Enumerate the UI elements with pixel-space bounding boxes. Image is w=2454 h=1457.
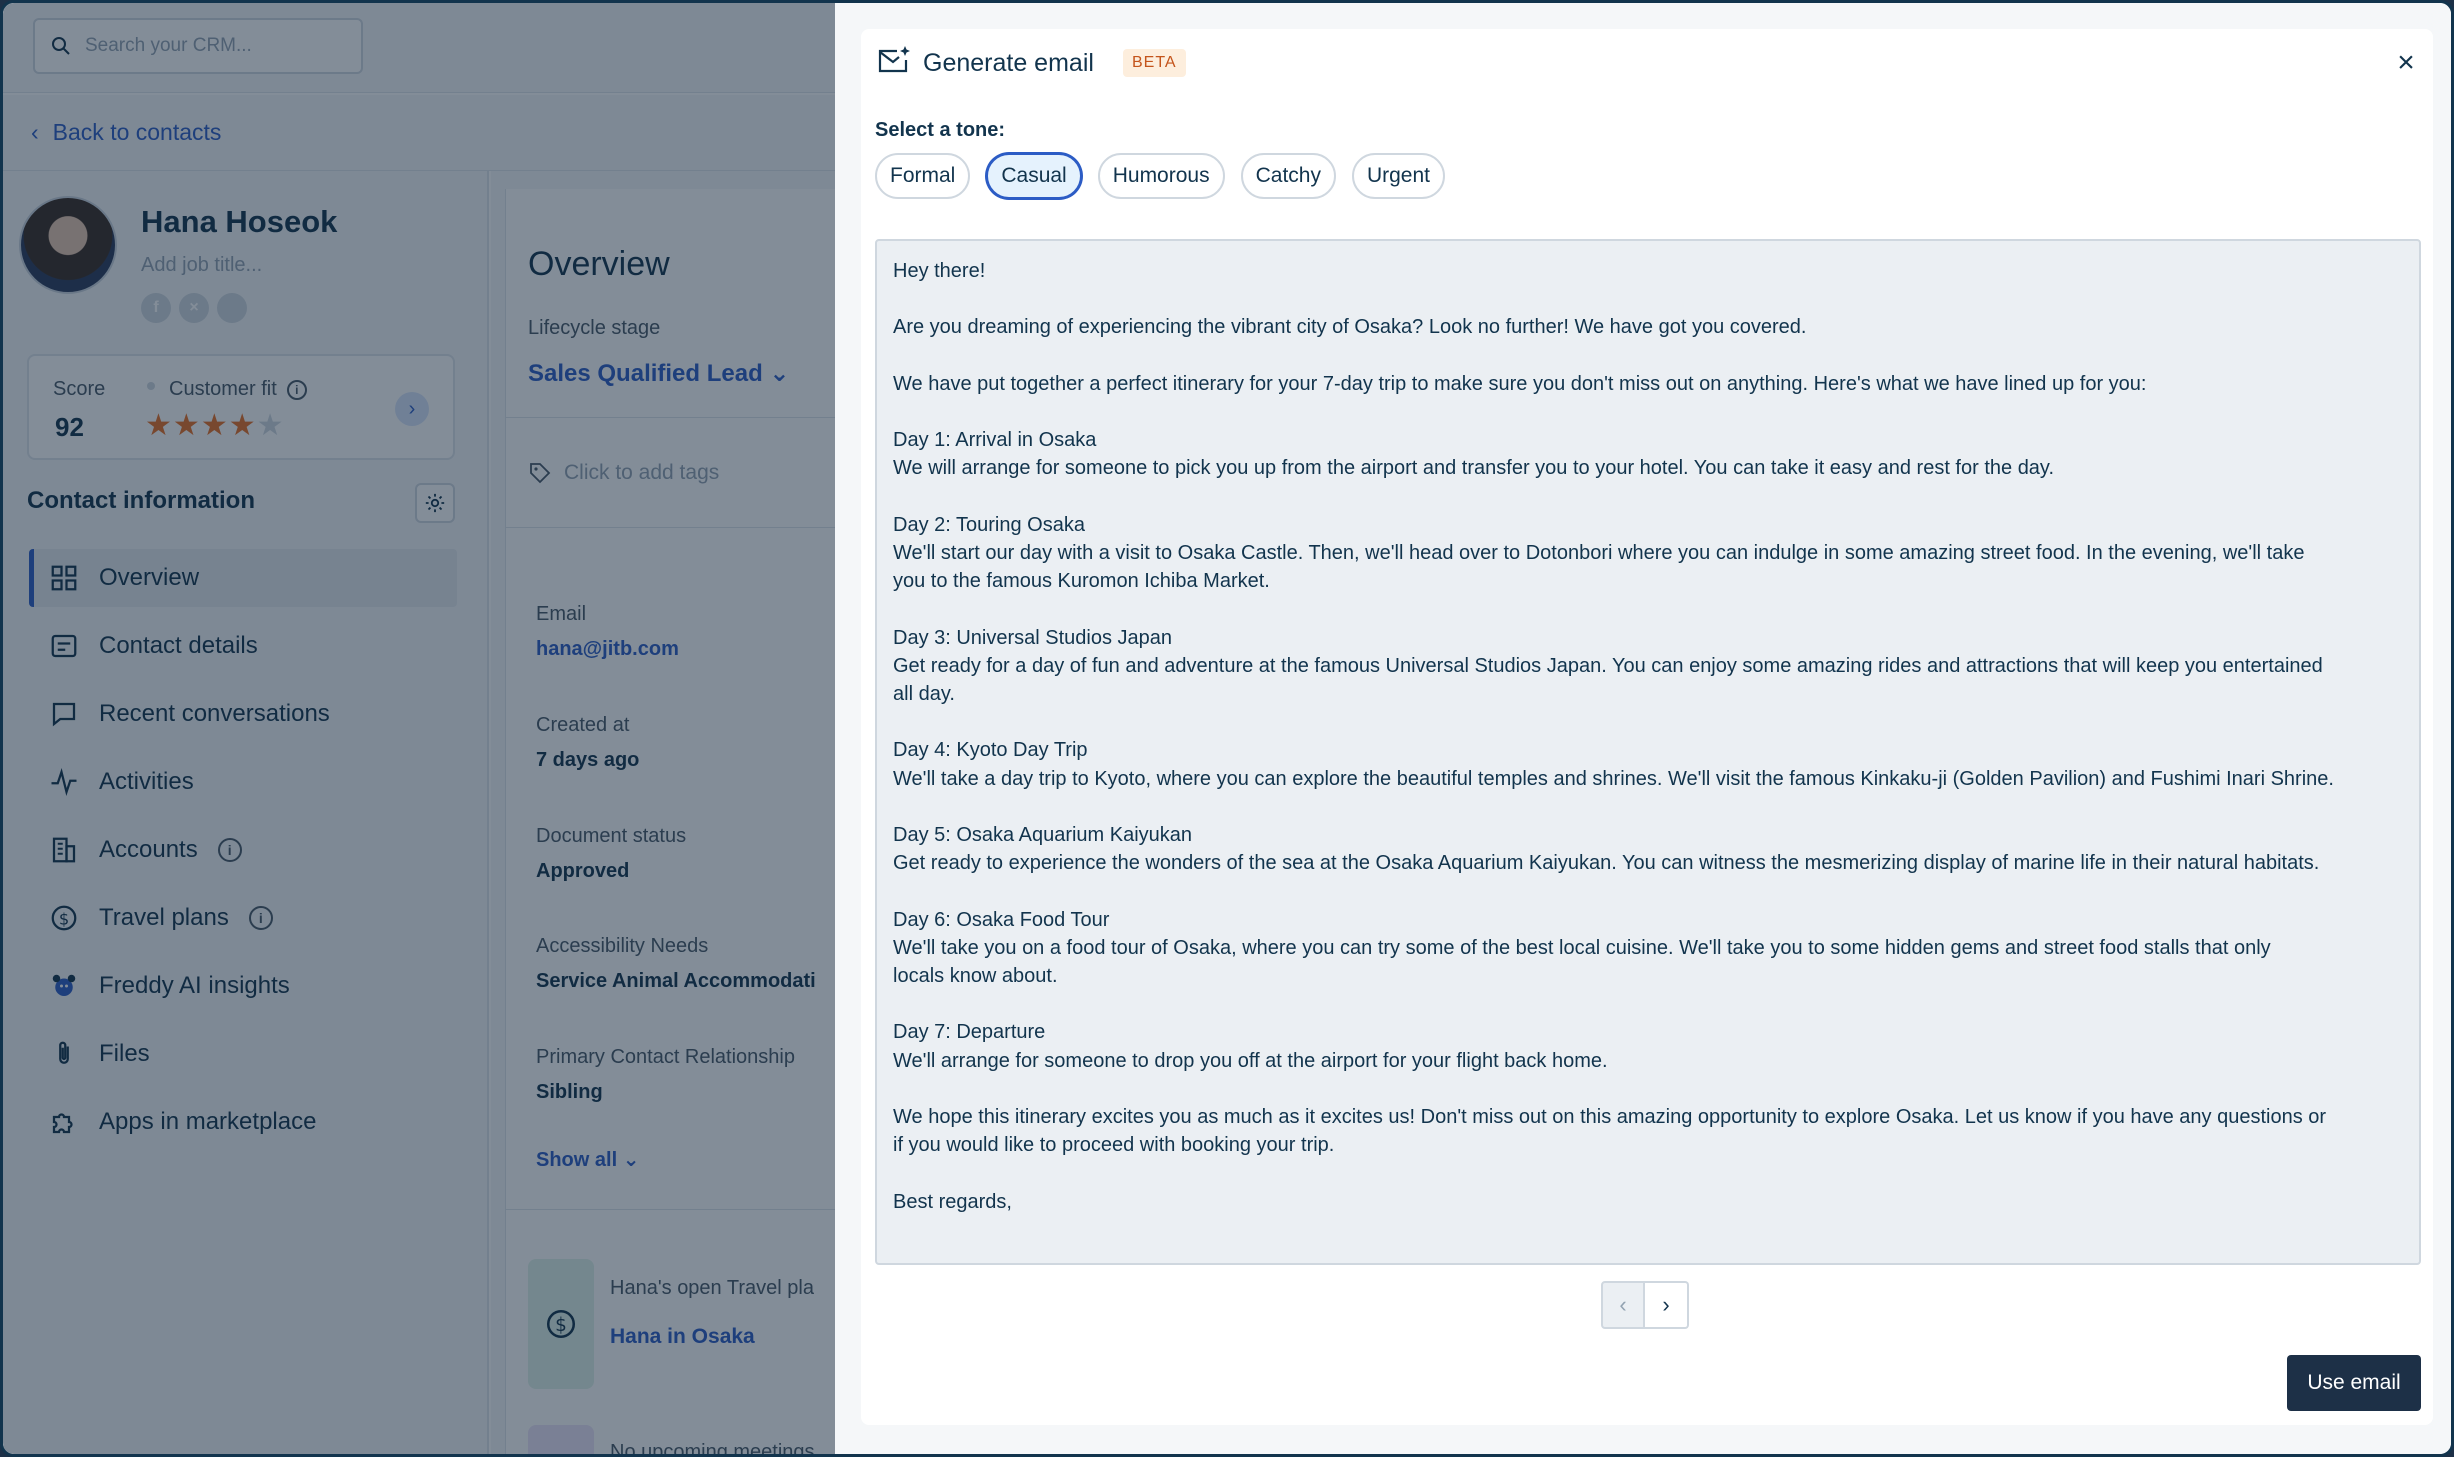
- tone-humorous[interactable]: Humorous: [1098, 153, 1225, 199]
- tone-casual[interactable]: Casual: [986, 153, 1081, 199]
- drawer-title: Generate email: [923, 49, 1094, 77]
- generate-email-drawer: [835, 3, 2454, 1457]
- tone-selector: [875, 153, 1445, 199]
- tone-catchy[interactable]: Catchy: [1241, 153, 1336, 199]
- tone-urgent[interactable]: Urgent: [1352, 153, 1445, 199]
- close-button[interactable]: [2391, 46, 2421, 79]
- generate-email-panel: [861, 29, 2433, 1425]
- contact-page: [3, 3, 835, 1457]
- draft-pager: [1601, 1281, 1689, 1329]
- email-body-textarea[interactable]: Hey there! Are you dreaming of experiencing the vibrant city of Osaka? Look no further! We have got you covered. We have put together a perfect itinerary for your 7-day trip to make sure you don't miss out on anything. Here's what we have lined up for you: Day 1: Arrival in Osaka We will arrange for someone to pick you up from the airport and transfer you to your hotel. You can take it easy and rest for the day. Day 2: Touring Osaka We'll start our day with a visit to Osaka Castle. Then, we'll head over to Dotonbori where you can indulge in some amazing street food. In the evening, we'll take you to the famous Kuromon Ichiba Market. Day 3: Universal Studios Japan Get ready for a day of fun and adventure at the famous Universal Studios Japan. You can enjoy some amazing rides and attractions that will keep you entertained all day. Day 4: Kyoto Day Trip We'll take a day trip to Kyoto, where you can explore the beautiful temples and shrines. We'll visit the famous Kinkaku-ji (Golden Pavilion) and Fushimi Inari Shrine. Day 5: Osaka Aquarium Kaiyukan Get ready to experience the wonders of the sea at the Osaka Aquarium Kaiyukan. You can witness the mesmerizing display of marine life in their natural habitats. Day 6: Osaka Food Tour We'll take you on a food tour of Osaka, where you can try some of the best local cuisine. We'll take you to some hidden gems and street food stalls that only locals know about. Day 7: Departure We'll arrange for someone to drop you off at the airport for your flight back home. We hope this itinerary excites you as much as it excites us! Don't miss out on this amazing opportunity to explore Osaka. Let us know if you have any questions or if you would like to proceed with booking your trip. Best regards,: [875, 239, 2421, 1265]
- beta-badge: BETA: [1123, 49, 1186, 77]
- use-email-button[interactable]: Use email: [2287, 1355, 2421, 1411]
- tone-label: Select a tone:: [875, 119, 1006, 141]
- close-icon: ×: [2397, 46, 2415, 79]
- modal-backdrop[interactable]: [3, 3, 835, 1457]
- tone-formal[interactable]: Formal: [875, 153, 970, 199]
- next-draft-button[interactable]: ›: [1645, 1281, 1689, 1329]
- email-sparkle-icon: [877, 45, 911, 75]
- previous-draft-button[interactable]: ‹: [1601, 1281, 1645, 1329]
